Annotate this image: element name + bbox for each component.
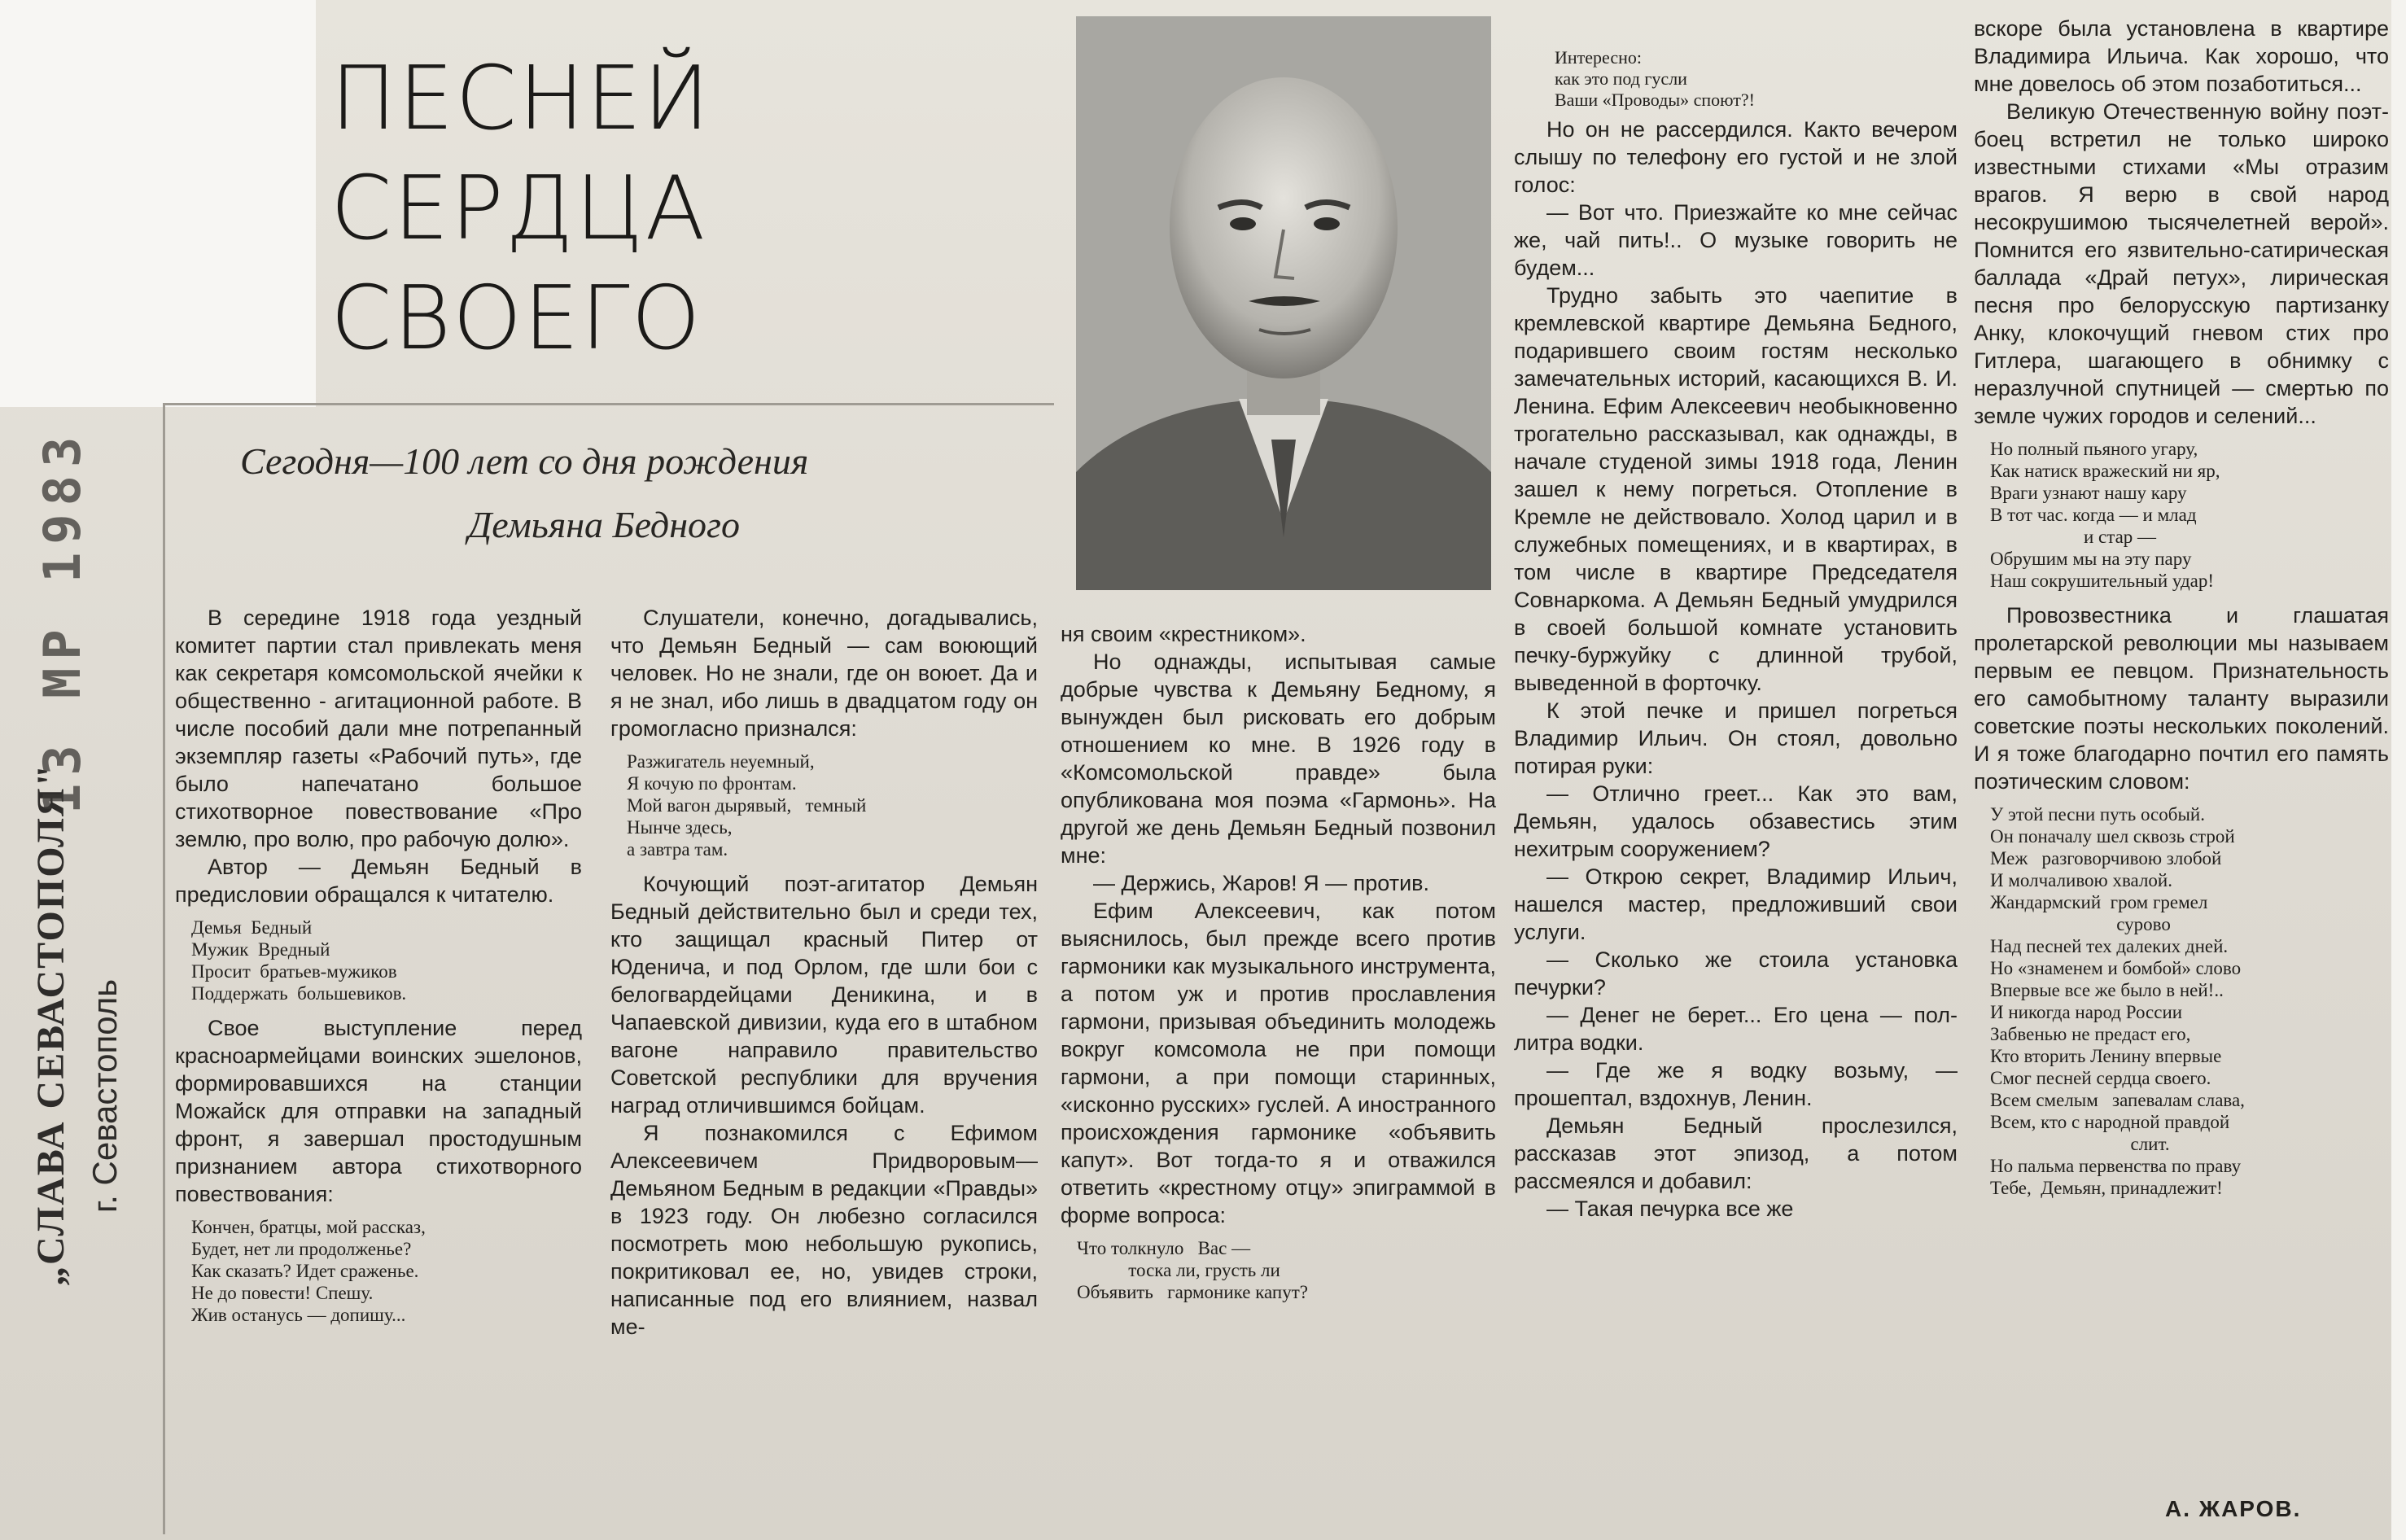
paragraph: — Держись, Жаров! Я — против. xyxy=(1093,871,1430,895)
column-5 xyxy=(1974,15,2389,1209)
poem-quote: У этой песни путь особый. Он поначалу шел сквозь строй Меж разговорчивою злобой И молчаливою хвалой. Жандармский гром гремел сурово Над песней тех далеких дней. Но «знаменем и бомбой» слово Впервые все же было в ней!.. И никогда народ России Забвенью не предаст его, Кто вторить Ленину впервые Смог песней сердца своего. Всем смелым запевалам слава, Всем, кто с народной правдой слит. Но пальма первенства по праву Тебе, Демьян, принадлежит! xyxy=(1990,804,2245,1198)
paragraph: Демьян Бедный прослезился, рассказав этот эпизод, а потом рассмеялся и добавил: xyxy=(1514,1113,1958,1193)
poem-quote: Что толкнуло Вас — тоска ли, грусть ли Объявить гармонике капут? xyxy=(1077,1238,1308,1302)
headline-line-2: СЕРДЦА xyxy=(330,158,707,260)
paragraph: — Такая печурка все же xyxy=(1546,1197,1794,1221)
paragraph: Ефим Алексеевич, как потом выяснилось, был прежде всего против гармоники как музыкального инструмента, а потом уж и против прославления гармони, призывая объединить молодежь вокруг комсомола не при помощи гармони, а при помощи старинных, «исконно русских» гуслей. А иностранного происхождения гармонике «объявить капут». Вот тогда-то я и отважился ответить «крестному отцу» эпиграммой в форме вопроса: xyxy=(1061,899,1496,1227)
paragraph: Великую Отечественную войну поэт-боец встретил не только широко известными стихами «Мы отразим врагов. Я верю в свой народ несокрушимою тысячелетней верой». Помнится его язвительно-сатирическая баллада «Драй петух», лирическая песня про белорусскую партизанку Анку, клокочущий гневом стих про Гитлера, шагающего в обнимку с неразлучной спутницей — смертью по земле чужих городов и селений... xyxy=(1974,99,2389,428)
paragraph: Слушатели, конечно, догадывались, что Демьян Бедный — сам воюющий человек. Но не знали, где он воюет. Да и я не знал, ибо лишь в двадцатом году он громогласно признался: xyxy=(610,606,1038,741)
poem-quote: Но полный пьяного угару, Как натиск вражеский ни яр, Враги узнают нашу кару В тот час. когда — и млад и стар — Обрушим мы на эту пару Наш сокрушительный удар! xyxy=(1990,439,2220,591)
paragraph: Я познакомился с Ефимом Алексеевичем Придворовым— Демьяном Бедным в редакции «Правды» в 1923 году. Он любезно согласился посмотреть мою небольшую рукопись, покритиковал ее, но, увидев строки, написанные под его влиянием, назвал ме- xyxy=(610,1121,1038,1339)
paragraph: Свое выступление перед красноармейцами воинских эшелонов, формировавшихся на станции Можайск для отправки на западный фронт, я завершал простодушным признанием автора стихотворного повествования: xyxy=(175,1016,582,1206)
subtitle-line-2: Демьяна Бедного xyxy=(468,504,740,545)
poem-quote: Кончен, братцы, мой рассказ, Будет, нет ли продолженье? Как сказать? Идет сраженье. Не до повести! Спешу. Жив останусь — допишу... xyxy=(191,1217,426,1325)
paragraph: — Открою секрет, Владимир Ильич, нашелся мастер, предложивший свои услуги. xyxy=(1514,864,1958,944)
paragraph: — Где же я водку возьму, — прошептал, вздохнув, Ленин. xyxy=(1514,1058,1958,1110)
author-signature: А. ЖАРОВ. xyxy=(2165,1496,2302,1521)
portrait-illustration xyxy=(1076,16,1491,590)
paragraph: — Сколько же стоила установка печурки? xyxy=(1514,947,1958,1000)
poem-quote: Разжигатель неуемный, Я кочую по фронтам. Мой вагон дырявый, темный Нынче здесь, а завтра там. xyxy=(627,751,867,860)
masthead-city: г. Севастополь xyxy=(85,978,124,1213)
column-1 xyxy=(175,604,582,1336)
column-2 xyxy=(610,604,1038,1341)
paragraph: Но он не рассердился. Както вечером слышу по телефону его густой и не злой голос: xyxy=(1514,117,1958,197)
paragraph: В середине 1918 года уездный комитет партии стал привлекать меня как секретаря комсомольской ячейки к общественно - агитационной работе. В числе пособий дали мне потрепанный экземпляр газеты «Рабочий путь», где было напечатано большое стихотворное повествование «Про землю, про волю, про рабочую долю». xyxy=(175,606,582,851)
headline-line-1: ПЕСНЕЙ xyxy=(330,48,711,150)
date-stamp: 13 МР 1983 xyxy=(33,428,92,814)
headline-line-3: СВОЕГО xyxy=(330,268,702,370)
paragraph: — Отлично греет... Как это вам, Демьян, удалось обзавестись этим нехитрым сооружением? xyxy=(1514,781,1958,861)
paragraph: Кочующий поэт-агитатор Демьян Бедный действительно был и среди тех, кто защищал красный Питер от Юденича, и под Орлом, где шли бои с белогвардейцами Деникина, и в Чапаевской дивизии, куда его в штабном вагоне направило правительство Советской республики для вручения наград отличившимся бойцам. xyxy=(610,872,1038,1118)
clipping-cutout-corner xyxy=(0,0,316,407)
column-4 xyxy=(1514,47,1958,1223)
paragraph-continued: ня своим «крестником». xyxy=(1061,622,1306,646)
scan-right-edge xyxy=(2391,0,2406,1540)
column-3 xyxy=(1061,620,1496,1313)
paragraph: Но однажды, испытывая самые добрые чувства к Демьяну Бедному, я вынужден был рисковать его добрым отношением ко мне. В 1926 году в «Комсомольской правде» была опубликована моя поэма «Гармонь». На другой же день Демьян Бедный позвонил мне: xyxy=(1061,650,1496,868)
newspaper-masthead xyxy=(28,763,124,1286)
paragraph-continued: вскоре была установлена в квартире Владимира Ильича. Как хорошо, что мне довелось об этом позаботиться... xyxy=(1974,16,2389,96)
masthead-separator xyxy=(163,403,165,1534)
poem-quote: Демья Бедный Мужик Вредный Просит братьев-мужиков Поддержать большевиков. xyxy=(191,917,407,1004)
headline-block xyxy=(324,15,1040,404)
paragraph: Автор — Демьян Бедный в предисловии обращался к читателю. xyxy=(175,855,582,907)
paragraph: Трудно забыть это чаепитие в кремлевской квартире Демьяна Бедного, подарившего своим гостям несколько замечательных историй, касающихся В. И. Ленина. Ефим Алексеевич необыкновенно трогательно рассказывал, как однажды, в начале студеной зимы 1918 года, Ленин зашел к нему погреться. Отопление в Кремле не действовало. Холод царил и в служебных помещениях, и в квартирах, в том числе в квартире Председателя Совнаркома. А Демьян Бедный умудрился в своей большой комнате установить печку-буржуйку с длинной трубой, выведенной в форточку. xyxy=(1514,283,1958,695)
subtitle-line-1: Сегодня—100 лет со дня рождения xyxy=(240,440,809,482)
portrait-photo xyxy=(1076,16,1491,590)
paragraph: К этой печке и пришел погреться Владимир Ильич. Он стоял, довольно потирая руки: xyxy=(1514,698,1958,778)
paragraph: Провозвестника и глашатая пролетарской революции мы называем первым ее певцом. Признательность его самобытному таланту выразили советские поэты нескольких поколений. И я тоже благодарно почтил его память поэтическим словом: xyxy=(1974,603,2389,794)
poem-quote: Интересно: как это под гусли Ваши «Проводы» споют?! xyxy=(1555,47,1756,110)
paragraph: — Вот что. Приезжайте ко мне сейчас же, чай пить!.. О музыке говорить не будем... xyxy=(1514,200,1958,280)
masthead-name: „СЛАВА СЕВАСТОПОЛЯ" xyxy=(29,763,72,1286)
paragraph: — Денег не берет... Его цена — пол-литра водки. xyxy=(1514,1003,1958,1055)
